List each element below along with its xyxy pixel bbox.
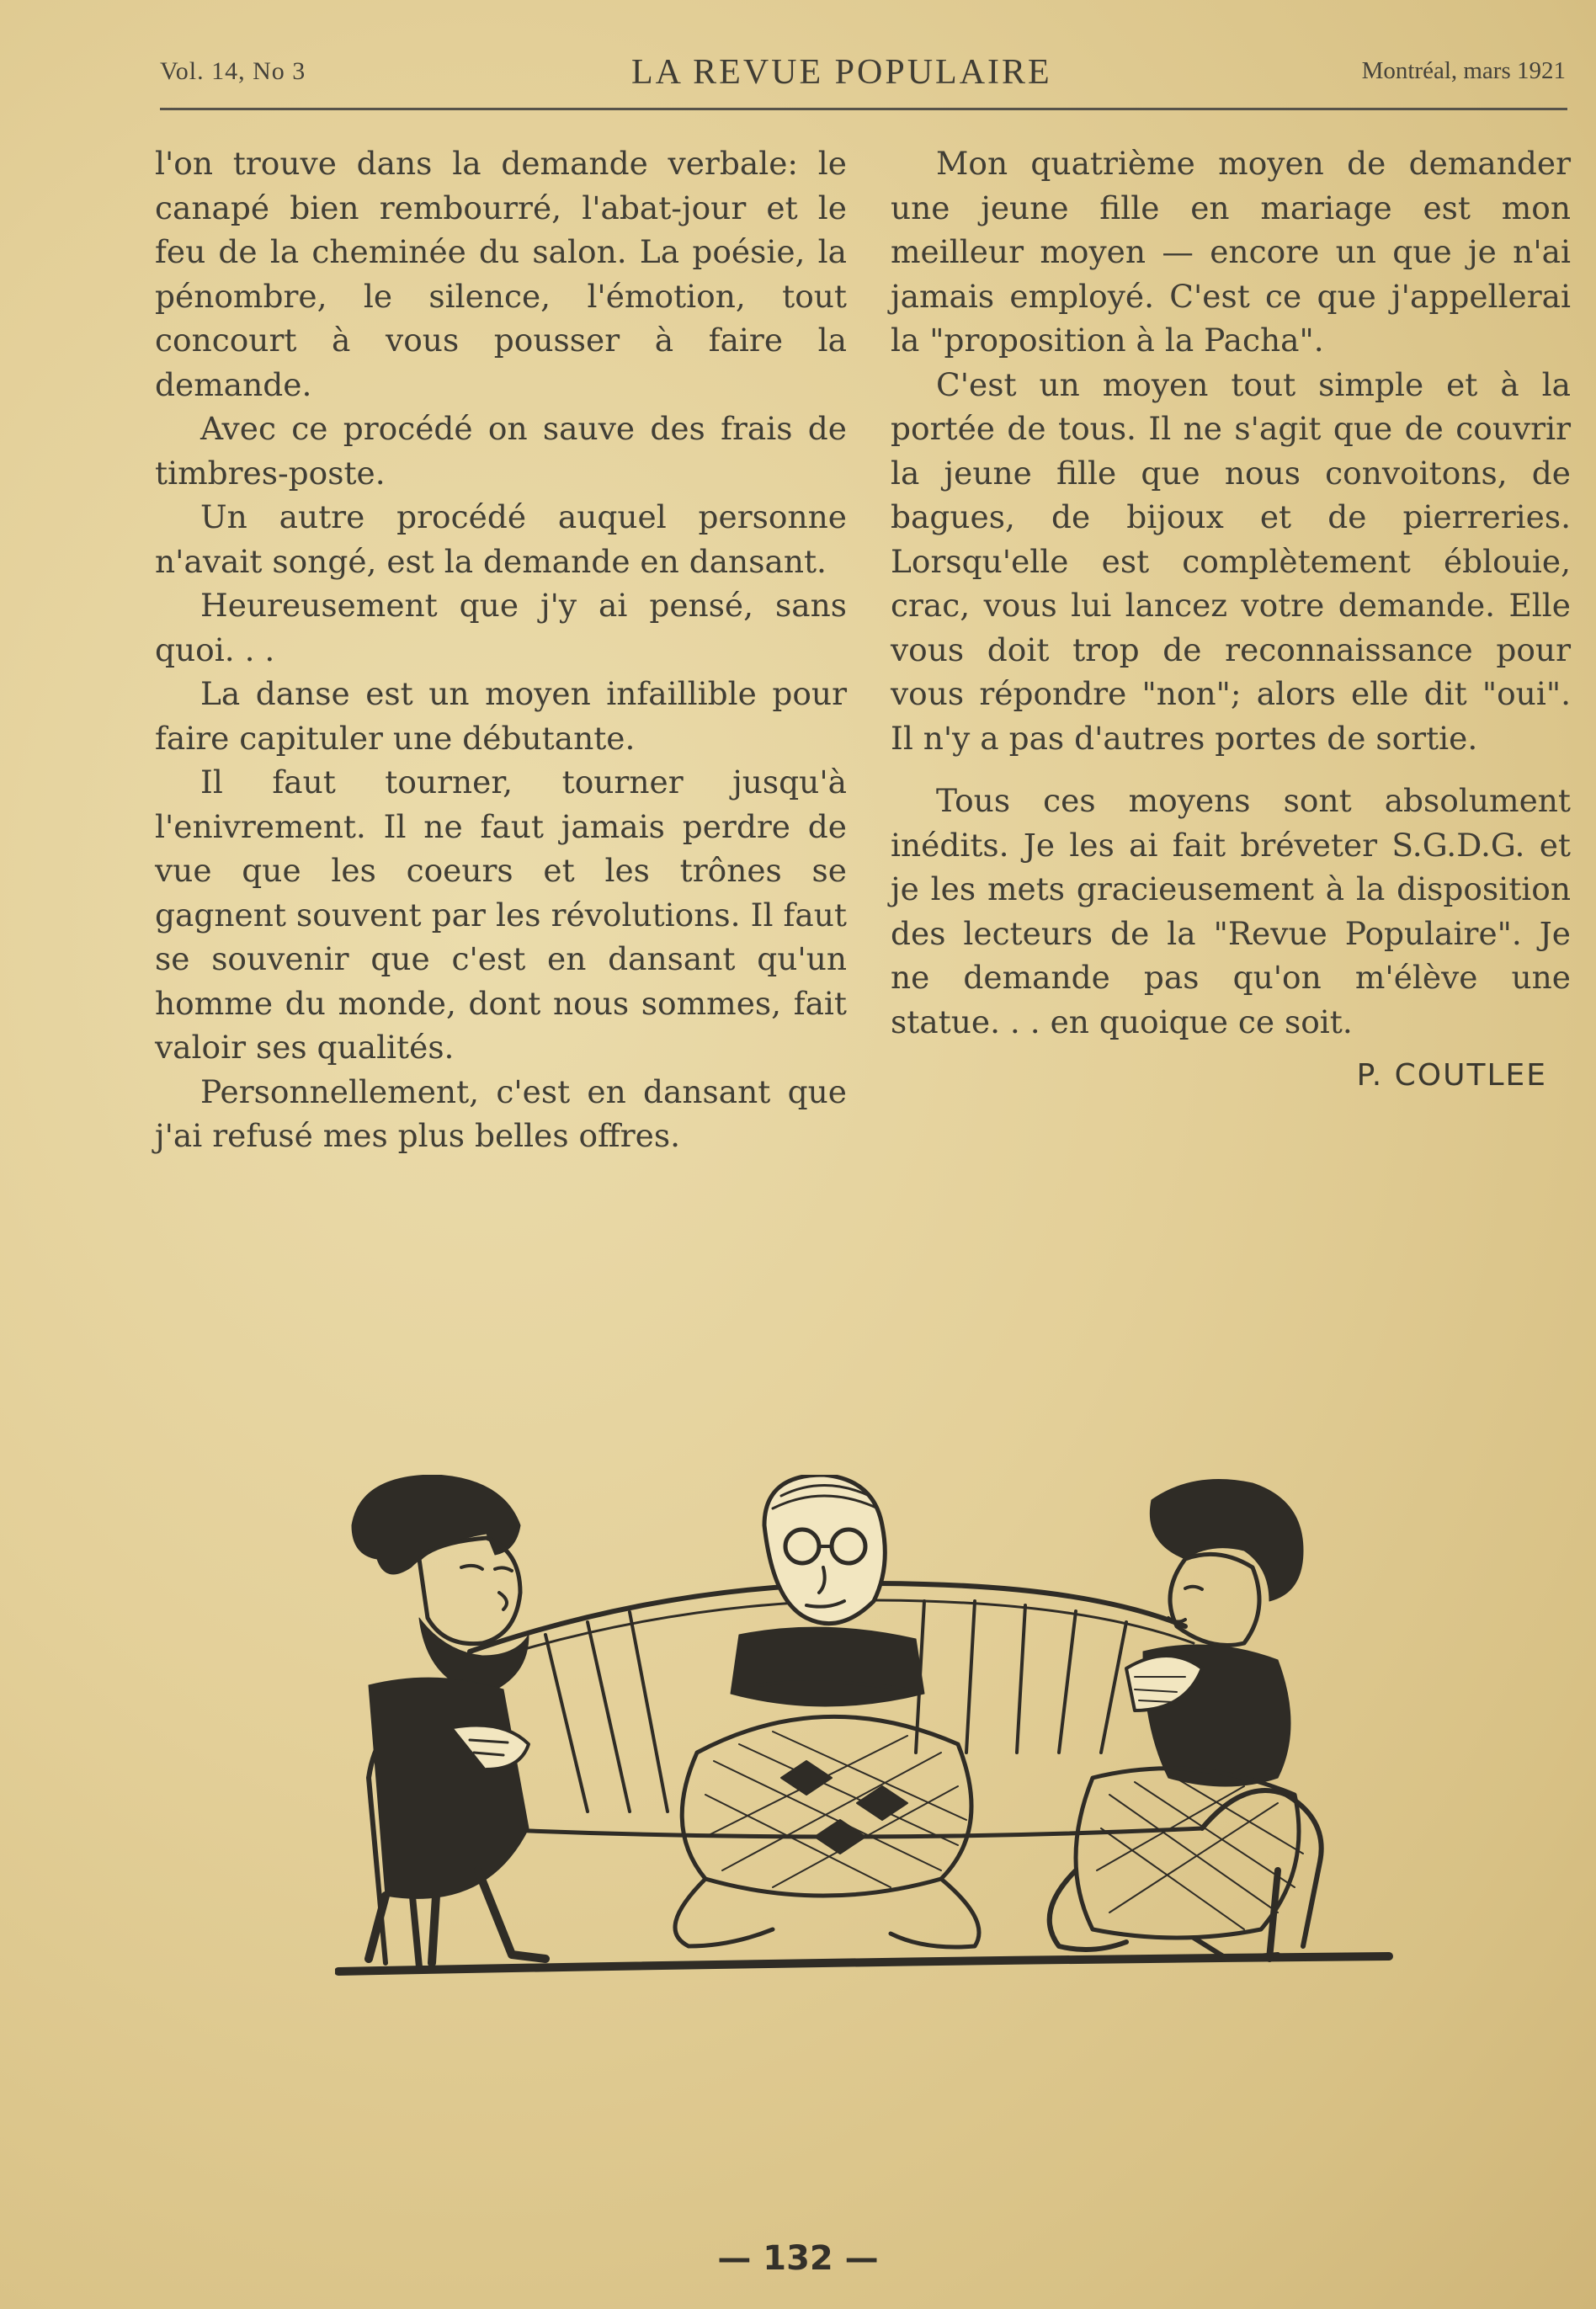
page-number: — 132 — — [717, 2239, 879, 2278]
paragraph: l'on trouve dans la demande verbale: le canapé bien rembourré, l'abat-jour et le feu de la cheminée du salon. La poésie, la pénombre, le silence, l'émotion, tout concourt à vous pousser à faire la demande. — [155, 145, 847, 403]
right-column — [891, 141, 1571, 1099]
paragraph: Tous ces moyens sont absolument inédits. Je les ai fait bréveter S.G.D.G. et je les mets gracieusement à la disposition des lecteurs de la "Revue Populaire". Je ne demande pas qu'on m'élève une statue. . . en quoique ce soit. — [891, 782, 1571, 1040]
paragraph: Heureusement que j'y ai pensé, sans quoi. . . — [155, 587, 847, 668]
header-rule — [160, 108, 1567, 110]
sofa-cartoon-illustration — [335, 1475, 1397, 1988]
running-header — [160, 52, 1566, 103]
paragraph: Avec ce procédé on sauve des frais de timbres-poste. — [155, 410, 847, 492]
paragraph: La danse est un moyen infaillible pour faire capituler une débutante. — [155, 675, 847, 757]
paragraph: Personnellement, c'est en dansant que j'ai refusé mes plus belles offres. — [155, 1072, 847, 1154]
paragraph: Mon quatrième moyen de demander une jeune fille en mariage est mon meilleur moyen — encore un que je n'ai jamais employé. C'est ce que j'appellerai la "proposition à la Pacha". — [891, 145, 1571, 359]
paragraph: Il faut tourner, tourner jusqu'à l'enivrement. Il ne faut jamais perdre de vue que les coeurs et les trônes se gagnent souvent par les révolutions. Il faut se souvenir que c'est en dansant qu'un homme du monde, dont nous sommes, fait valoir ses qualités. — [155, 763, 847, 1066]
issue-date: Montréal, mars 1921 — [1361, 57, 1566, 84]
paragraph: C'est un moyen tout simple et à la portée de tous. Il ne s'agit que de couvrir la jeune fille que nous convoitons, de bagues, de bijoux et de pierreries. Lorsqu'elle est complètement éblouie, crac, vous lui lancez votre demande. Elle vous doit trop de reconnaissance pour vous répondre "non"; alors elle dit "oui". Il n'y a pas d'autres portes de sortie. — [891, 365, 1571, 757]
left-column — [155, 141, 847, 1158]
paragraph: Un autre procédé auquel personne n'avait songé, est la demande en dansant. — [155, 498, 847, 580]
volume-number: Vol. 14, No 3 — [160, 57, 306, 85]
author-signature: P. COUTLEE — [1356, 1058, 1547, 1093]
magazine-title: LA REVUE POPULAIRE — [631, 53, 1052, 92]
